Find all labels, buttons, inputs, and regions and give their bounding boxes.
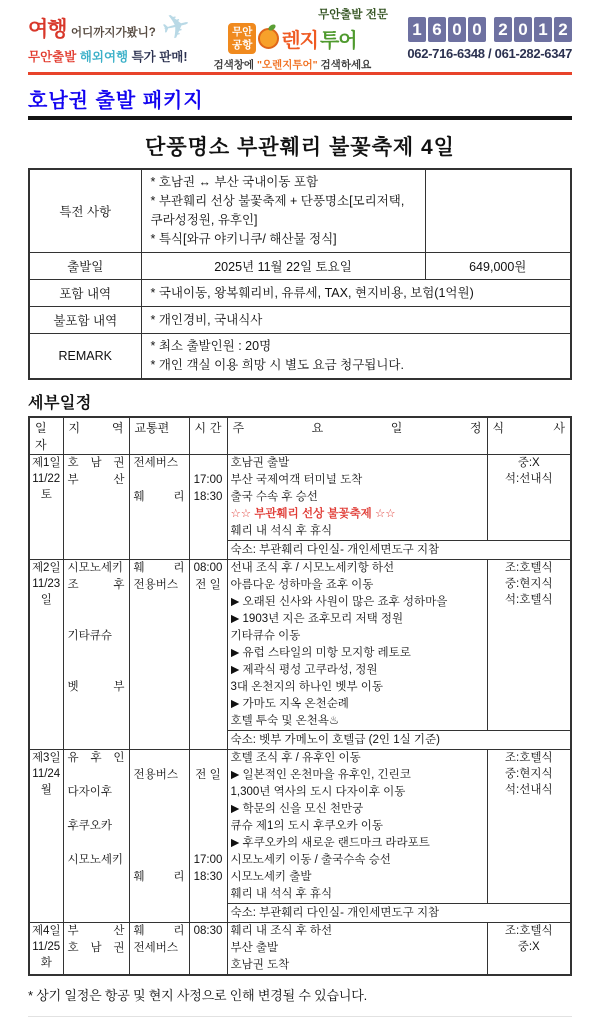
schedule-line: ▶ 학문의 신을 모신 천만궁 [230, 803, 364, 815]
schedule-cell [227, 560, 487, 731]
col-region: 지 역 [63, 417, 129, 455]
phone-numbers: 062-716-6348 / 061-282-6347 [407, 46, 573, 61]
region-line: 유 후 인 [67, 752, 125, 764]
transport-line [130, 818, 189, 835]
meal-line: 석:선내식 [504, 784, 553, 796]
info-row-excluded [29, 307, 571, 334]
schedule-line: 호남권 도착 [230, 959, 290, 971]
itinerary-day-row [29, 455, 571, 541]
header [28, 0, 572, 72]
phone-digit: 2 [554, 17, 572, 42]
day-line: 제4일 [31, 925, 61, 937]
schedule-line: 1,300년 역사의 도시 다자이후 이동 [230, 786, 406, 798]
region-line: 시모노세키 [67, 854, 124, 866]
day-line: 제2일 [31, 562, 61, 574]
schedule-line: 호텔 투숙 및 온천욕♨ [230, 715, 340, 727]
transport-line [130, 835, 189, 852]
time-line [190, 835, 227, 852]
info-row-included [29, 280, 571, 307]
day-cell [29, 923, 63, 976]
info-label: 불포함 내역 [29, 307, 141, 334]
itinerary-header-row [29, 417, 571, 455]
time-line [190, 628, 227, 645]
time-line [190, 679, 227, 696]
meal-cell [487, 455, 571, 541]
meal-cell [487, 923, 571, 976]
itinerary-day-row [29, 560, 571, 731]
schedule-line: 훼리 내 석식 후 휴식 [230, 888, 333, 900]
day-line: 일 [40, 594, 52, 606]
search-hint-brand: "오렌지투어" [256, 58, 318, 71]
transport-line: 훼 리 [133, 871, 185, 883]
region-line: 부 산 [67, 474, 125, 486]
info-label: 포함 내역 [29, 280, 141, 307]
time-line: 17:00 [193, 474, 223, 486]
schedule-line: ▶ 일본적인 온천마을 유후인, 긴린코 [230, 769, 411, 781]
meal-line: 중:X [517, 457, 540, 469]
time-line [190, 645, 227, 662]
region-line: 시모노세키 [67, 562, 124, 574]
footnote: * 상기 일정은 항공 및 현지 사정으로 인해 변경될 수 있습니다. [28, 988, 367, 1003]
transport-line [130, 852, 189, 869]
search-hint [193, 57, 392, 72]
transport-line [130, 784, 189, 801]
info-row-departure [29, 253, 571, 280]
day-line: 월 [40, 784, 52, 796]
region-line: 호 남 권 [67, 457, 125, 469]
transport-cell [129, 560, 189, 750]
orange-tour-logo [193, 6, 392, 71]
time-line [190, 611, 227, 628]
schedule-cell [227, 750, 487, 904]
phone-digit: 6 [428, 17, 446, 42]
region-line [64, 886, 129, 903]
region-line [64, 801, 129, 818]
phone-digit: 0 [468, 17, 486, 42]
meal-line: 석:호텔식 [504, 594, 553, 606]
info-content [141, 334, 571, 380]
time-line [190, 940, 227, 957]
transport-cell [129, 923, 189, 976]
schedule-line: ▶ 후쿠오카의 새로운 랜드마크 라라포트 [230, 837, 430, 849]
package-title: 단풍명소 부관훼리 불꽃축제 4일 [145, 136, 455, 159]
schedule-line: 시모노세키 이동 / 출국수속 승선 [230, 854, 391, 866]
region-cell [63, 923, 129, 976]
region-line [64, 506, 129, 523]
orange-tour-slogan: 무안출발 전문 [318, 9, 388, 22]
col-time: 시 간 [189, 417, 227, 455]
transport-line: 훼 리 [133, 925, 185, 937]
time-line: 18:30 [193, 871, 223, 883]
region-line [64, 767, 129, 784]
info-label: REMARK [29, 334, 141, 380]
region-line: 후쿠오카 [67, 820, 112, 832]
lodging-cell: 숙소: 벳부 가메노이 호텔급 (2인 1실 기준) [227, 731, 571, 750]
search-hint-suffix: 검색하세요 [320, 58, 372, 71]
transport-cell [129, 455, 189, 560]
info-line: * 최소 출발인원 : 20명 [150, 339, 272, 353]
info-line: * 특식[와규 야키니쿠/ 해산물 정식] [150, 232, 337, 246]
day-cell [29, 455, 63, 560]
schedule-line: ▶ 가마도 지옥 온천순례 [230, 698, 349, 710]
travel-logo-sub-blue: 해외여행 [79, 50, 129, 64]
region-cell [63, 560, 129, 750]
schedule-line: 시모노세키 출발 [230, 871, 312, 883]
schedule-cell [227, 455, 487, 541]
transport-line: 전용버스 [133, 769, 178, 781]
page-bottom-edge [28, 1016, 572, 1017]
col-date: 일 자 [29, 417, 63, 455]
transport-line [130, 679, 189, 696]
region-line: 부 산 [67, 925, 125, 937]
region-line [64, 957, 129, 974]
badge-line1: 무안 [232, 26, 253, 39]
time-line [190, 801, 227, 818]
transport-line [130, 611, 189, 628]
region-line: 벳 부 [67, 681, 125, 693]
meal-line: 석:선내식 [504, 473, 553, 485]
transport-line [130, 506, 189, 523]
info-content [141, 169, 425, 253]
day-line: 제3일 [31, 752, 61, 764]
meal-cell [487, 560, 571, 731]
itinerary-day-row [29, 923, 571, 976]
day-line: 토 [40, 489, 52, 501]
transport-line: 전세버스 [133, 942, 178, 954]
transport-cell [129, 750, 189, 923]
schedule-line: 출국 수속 후 승선 [230, 491, 318, 503]
schedule-line: ▶ 제곽식 평성 고쿠라성, 정원 [230, 664, 378, 676]
schedule-line: 호텔 조식 후 / 유후인 이동 [230, 752, 361, 764]
region-line [64, 662, 129, 679]
brand-text-orange: 렌지 [281, 30, 318, 52]
info-line: * 개인 객실 이용 희망 시 별도 요금 청구됩니다. [150, 358, 404, 372]
badge-line2: 공항 [232, 38, 253, 51]
region-line [64, 489, 129, 506]
region-cell [63, 750, 129, 923]
orange-fruit-icon [258, 28, 279, 49]
red-divider [28, 72, 572, 75]
col-transport: 교통편 [129, 417, 189, 455]
time-line: 08:30 [193, 925, 223, 937]
phone-digit: 1 [534, 17, 552, 42]
info-line: * 호남권 ↔ 부산 국내이동 포함 [150, 175, 319, 189]
phone-digit: 0 [448, 17, 466, 42]
itinerary-day-row [29, 750, 571, 904]
info-content [141, 307, 571, 334]
day-line: 11/24 [32, 768, 61, 780]
transport-line [130, 696, 189, 713]
schedule-line: 3대 온천지의 하나인 벳부 이동 [230, 681, 383, 693]
transport-line [130, 957, 189, 974]
day-cell [29, 560, 63, 750]
lodging-cell: 숙소: 부관훼리 다인실- 개인세면도구 지참 [227, 541, 571, 560]
schedule-line: ▶ 1903년 지은 죠후모리 저택 정원 [230, 613, 404, 625]
time-line: 08:00 [193, 562, 223, 574]
meal-cell [487, 750, 571, 904]
transport-line: 훼 리 [133, 562, 185, 574]
lodging-cell: 숙소: 부관훼리 다인실- 개인세면도구 지참 [227, 904, 571, 923]
schedule-cell [227, 923, 487, 976]
schedule-line: 부산 국제여객 터미널 도착 [230, 474, 363, 486]
schedule-line: 부산 출발 [230, 942, 279, 954]
phone-digit: 0 [514, 17, 532, 42]
info-content [141, 280, 571, 307]
schedule-line: ▶ 유럽 스타일의 미항 모지항 레토로 [230, 647, 411, 659]
search-hint-prefix: 검색창에 [213, 58, 255, 71]
meal-line: 중:현지식 [504, 768, 553, 780]
travel-logo-subline [28, 47, 193, 65]
transport-line [130, 801, 189, 818]
time-line [190, 750, 227, 767]
time-cell [189, 750, 227, 923]
region-line [64, 835, 129, 852]
travel-logo [28, 5, 195, 65]
region-line: 호 남 권 [67, 942, 125, 954]
day-cell [29, 750, 63, 923]
page-title: 호남권 출발 패키지 [28, 90, 204, 112]
info-row-remark [29, 334, 571, 380]
day-line: 11/22 [32, 473, 61, 485]
time-line [190, 523, 227, 540]
phone-digit: 1 [408, 17, 426, 42]
orange-tour-brand [193, 23, 392, 53]
transport-line [130, 472, 189, 489]
region-line [64, 869, 129, 886]
phone-block [392, 17, 572, 61]
schedule-line: 기타큐슈 이동 [230, 630, 301, 642]
travel-logo-top [28, 13, 193, 43]
schedule-line: 큐슈 제1의 도시 후쿠오카 이동 [230, 820, 383, 832]
region-line: 다자이후 [67, 786, 112, 798]
transport-line [130, 628, 189, 645]
region-line: 기타큐슈 [67, 630, 112, 642]
time-line: 전 일 [195, 579, 221, 591]
time-line [190, 455, 227, 472]
region-line [64, 713, 129, 730]
region-line [64, 611, 129, 628]
transport-line [130, 713, 189, 730]
muan-airport-badge [228, 23, 256, 53]
time-cell [189, 455, 227, 560]
time-line [190, 594, 227, 611]
time-cell [189, 560, 227, 750]
day-line: 제1일 [31, 457, 61, 469]
time-line [190, 818, 227, 835]
region-line [64, 696, 129, 713]
brand-text-green: 투어 [319, 30, 357, 52]
transport-line [130, 523, 189, 540]
departure-date: 2025년 11월 22일 토요일 [141, 253, 425, 280]
schedule-line: 선내 조식 후 / 시모노세키항 하선 [230, 562, 395, 574]
region-cell [63, 455, 129, 560]
time-line: 17:00 [193, 854, 223, 866]
schedule-line: 호남권 출발 [230, 457, 290, 469]
package-info-table [28, 168, 572, 380]
time-line: 전 일 [195, 769, 221, 781]
meal-line: 중:X [517, 941, 540, 953]
col-schedule: 주 요 일 정 [227, 417, 487, 455]
info-row-benefits [29, 169, 571, 253]
info-label: 특전 사항 [29, 169, 141, 253]
region-line [64, 523, 129, 540]
meal-line: 중:현지식 [504, 578, 553, 590]
transport-line [130, 886, 189, 903]
schedule-line: 훼리 내 석식 후 휴식 [230, 525, 333, 537]
time-line [190, 784, 227, 801]
meal-line: 조:호텔식 [504, 752, 553, 764]
schedule-line: ☆☆ 부관훼리 선상 불꽃축제 ☆☆ [230, 508, 396, 520]
schedule-line: 훼리 내 조식 후 하선 [230, 925, 333, 937]
transport-line [130, 594, 189, 611]
itinerary-table [28, 416, 572, 976]
info-label: 출발일 [29, 253, 141, 280]
transport-line: 훼 리 [133, 491, 185, 503]
region-line [64, 645, 129, 662]
info-line: * 개인경비, 국내식사 [150, 312, 263, 327]
region-line [64, 594, 129, 611]
transport-line [130, 662, 189, 679]
travel-logo-brand: 여행 [28, 18, 67, 41]
phone-digit-boxes [392, 17, 572, 42]
schedule-line: ▶ 오래된 신사와 사원이 많은 죠후 성하마을 [230, 596, 448, 608]
price: 649,000원 [425, 253, 571, 280]
meal-line: 조:호텔식 [504, 562, 553, 574]
time-line [190, 957, 227, 974]
travel-logo-tagline: 어디까지가봤니? [71, 27, 156, 39]
digit-gap [486, 17, 492, 42]
time-cell [189, 923, 227, 976]
col-meals: 식 사 [487, 417, 571, 455]
phone-digit: 2 [494, 17, 512, 42]
region-line: 조 후 [67, 579, 125, 591]
time-line: 18:30 [193, 491, 223, 503]
day-line: 11/23 [32, 578, 61, 590]
transport-line: 전세버스 [133, 457, 178, 469]
time-line [190, 662, 227, 679]
info-line: * 부관훼리 선상 불꽃축제 + 단풍명소[모리저택, 쿠라성정원, 유후인] [150, 194, 405, 227]
airplane-icon: ✈ [158, 5, 195, 49]
day-line: 11/25 [32, 941, 61, 953]
schedule-line: 아름다운 성하마을 죠후 이동 [230, 579, 374, 591]
transport-line [130, 750, 189, 767]
transport-line [130, 645, 189, 662]
time-line [190, 713, 227, 730]
travel-logo-sub-red: 무안출발 [28, 50, 77, 64]
travel-logo-sub-dark: 특가 판매! [131, 50, 188, 64]
info-line: * 국내이동, 왕복훼리비, 유류세, TAX, 현지비용, 보험(1억원) [150, 285, 474, 300]
black-divider [28, 116, 572, 120]
time-line [190, 506, 227, 523]
transport-line: 전용버스 [133, 579, 178, 591]
itinerary-heading: 세부일정 [28, 395, 92, 412]
time-line [190, 696, 227, 713]
day-line: 화 [40, 957, 52, 969]
time-line [190, 886, 227, 903]
meal-line: 조:호텔식 [504, 925, 553, 937]
